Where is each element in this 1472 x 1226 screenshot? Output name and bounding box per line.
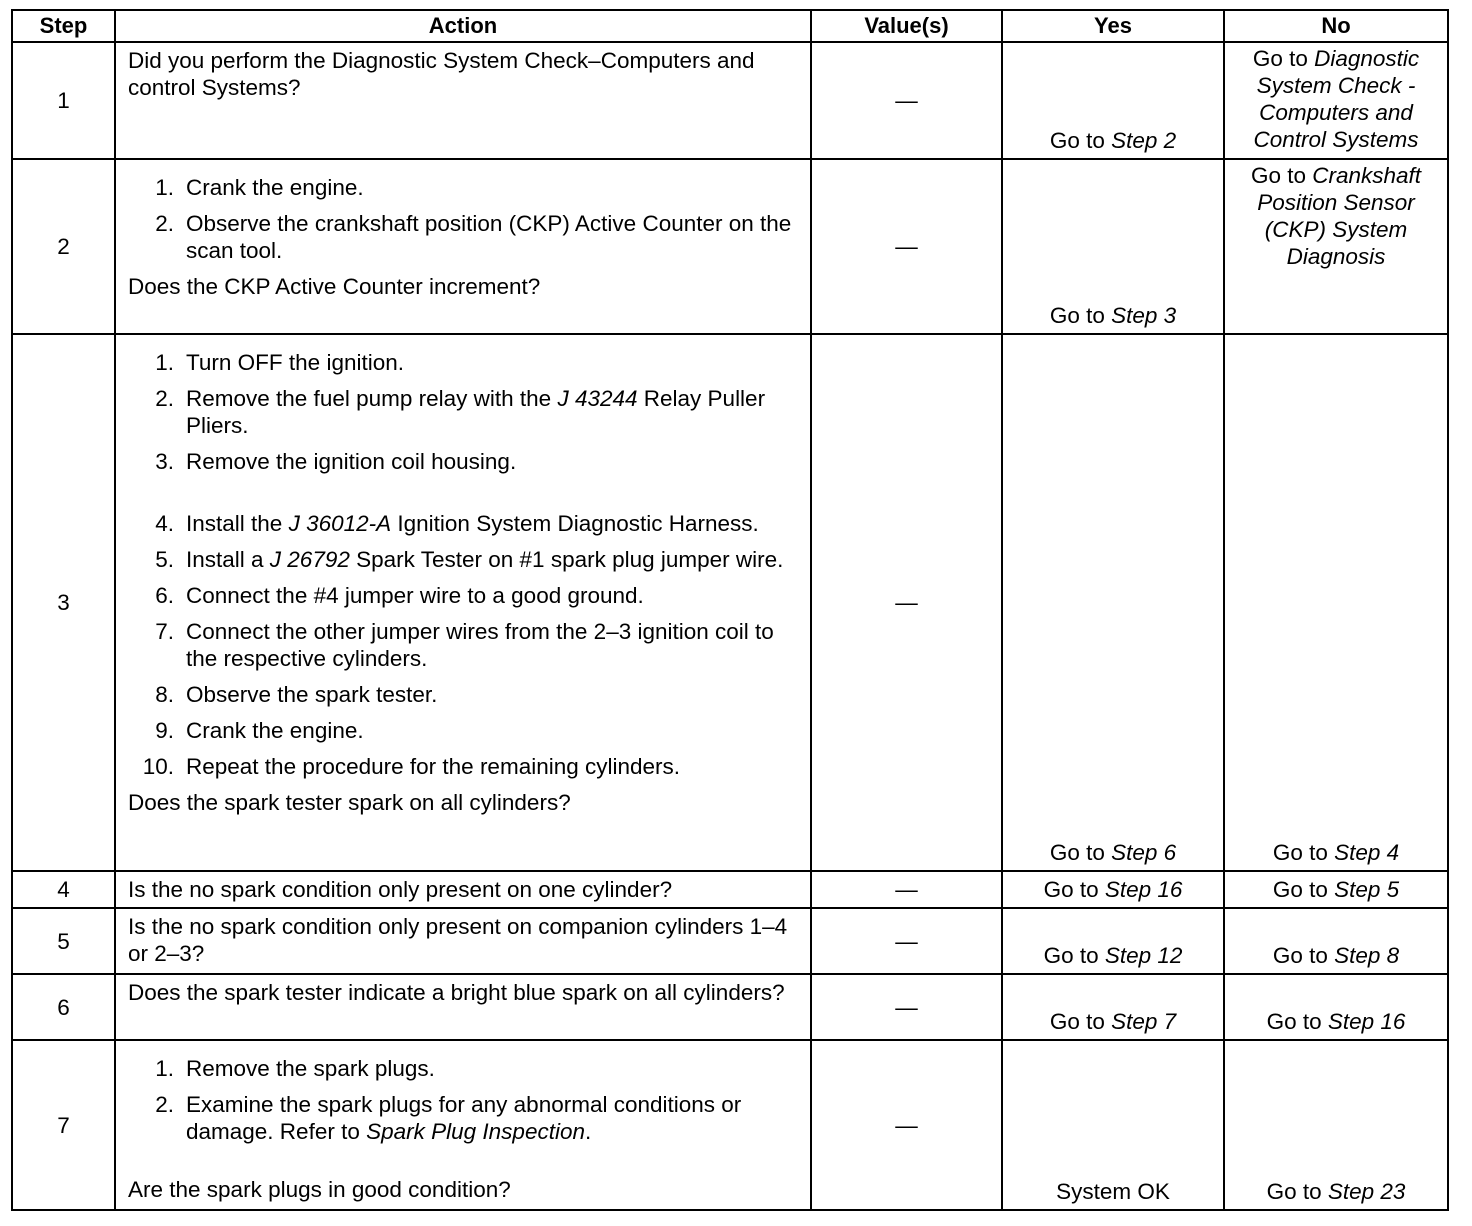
table-row-step-5 <box>12 908 1448 974</box>
item-text: Observe the spark tester. <box>186 682 438 707</box>
tool-reference: J 36012-A <box>288 511 392 536</box>
action-cell <box>115 974 811 1040</box>
procedure-item <box>128 681 800 708</box>
table-row-step-2 <box>12 159 1448 334</box>
item-text: Repeat the procedure for the remaining cylinders. <box>186 754 681 779</box>
table-row-step-4 <box>12 871 1448 908</box>
header-action: Action <box>115 10 811 42</box>
yes-cell <box>1002 974 1224 1040</box>
go-to-label: Go to <box>1252 46 1315 71</box>
procedure-item <box>128 753 800 780</box>
item-number: 1. <box>155 175 174 200</box>
procedure-item <box>128 448 800 475</box>
item-text: Observe the crankshaft position (CKP) Active Counter on the scan tool. <box>186 211 792 263</box>
action-question: Is the no spark condition only present on one cylinder? <box>128 877 673 902</box>
value-cell: — <box>811 871 1002 908</box>
yes-cell <box>1002 159 1224 334</box>
item-text-part: Examine the spark plugs for any abnormal conditions or damage. Refer to <box>186 1092 742 1144</box>
item-number: 10. <box>142 754 174 779</box>
item-text-part: Spark Tester on #1 spark plug jumper wire. <box>349 547 784 572</box>
yes-link[interactable]: Step 2 <box>1111 128 1177 153</box>
item-text: Remove the spark plugs. <box>186 1056 435 1081</box>
item-text-part: Remove the fuel pump relay with the <box>186 386 558 411</box>
action-cell <box>115 1040 811 1210</box>
header-step: Step <box>12 10 115 42</box>
tool-reference: J 43244 <box>557 386 638 411</box>
go-to-label: Go to <box>1272 877 1335 902</box>
item-text <box>186 385 800 439</box>
item-number: 8. <box>155 682 174 707</box>
yes-link[interactable]: Step 6 <box>1111 840 1177 865</box>
no-link[interactable]: Crankshaft Position Sensor (CKP) System Diagnosis <box>1257 163 1422 269</box>
step-number: 6 <box>12 974 115 1040</box>
step-number: 1 <box>12 42 115 159</box>
no-cell <box>1224 159 1448 334</box>
action-cell <box>115 42 811 159</box>
go-to-label: Go to <box>1043 877 1105 902</box>
reference-link[interactable]: Spark Plug Inspection <box>366 1119 585 1144</box>
item-text: Remove the ignition coil housing. <box>186 449 517 474</box>
item-text-part: Install the <box>186 511 289 536</box>
action-cell <box>115 908 811 974</box>
yes-cell: System OK <box>1002 1040 1224 1210</box>
item-number: 2. <box>155 211 174 236</box>
yes-cell <box>1002 908 1224 974</box>
diagnostic-table <box>11 9 1449 1211</box>
no-cell <box>1224 334 1448 871</box>
value-cell: — <box>811 42 1002 159</box>
item-text: Crank the engine. <box>186 718 364 743</box>
item-text-part: . <box>585 1119 592 1144</box>
yes-cell <box>1002 871 1224 908</box>
item-number: 7. <box>155 619 174 644</box>
item-text <box>186 1091 800 1145</box>
item-number: 5. <box>155 547 174 572</box>
no-link[interactable]: Diagnostic System Check - Computers and Control Systems <box>1253 46 1420 152</box>
step-number: 3 <box>12 334 115 871</box>
procedure-item <box>128 582 800 609</box>
go-to-label: Go to <box>1272 943 1335 968</box>
no-cell <box>1224 871 1448 908</box>
procedure-item <box>128 210 800 264</box>
item-number: 1. <box>155 1056 174 1081</box>
item-number: 2. <box>155 1092 174 1117</box>
list-spacer <box>128 1154 800 1176</box>
item-text <box>186 510 800 537</box>
yes-cell <box>1002 334 1224 871</box>
item-text: Crank the engine. <box>186 175 364 200</box>
step-number: 7 <box>12 1040 115 1210</box>
go-to-label: Go to <box>1250 163 1313 188</box>
list-spacer <box>128 484 800 510</box>
no-cell <box>1224 908 1448 974</box>
go-to-label: Go to <box>1272 840 1335 865</box>
procedure-list <box>128 349 800 780</box>
go-to-label: Go to <box>1266 1179 1328 1204</box>
item-text-part: Relay Puller Pliers. <box>186 386 766 438</box>
item-number: 6. <box>155 583 174 608</box>
item-text: Turn OFF the ignition. <box>186 350 405 375</box>
yes-link[interactable]: Step 16 <box>1104 877 1183 902</box>
action-question: Does the spark tester spark on all cylinders? <box>128 790 571 815</box>
procedure-item <box>128 174 800 201</box>
action-cell <box>115 871 811 908</box>
no-link[interactable]: Step 16 <box>1327 1009 1406 1034</box>
procedure-list <box>128 174 800 264</box>
item-text: Connect the other jumper wires from the 2–3 ignition coil to the respective cylinders. <box>186 619 774 671</box>
item-text <box>186 546 800 573</box>
action-question: Are the spark plugs in good condition? <box>128 1177 511 1202</box>
table-row-step-7 <box>12 1040 1448 1210</box>
item-number: 9. <box>155 718 174 743</box>
action-question: Does the CKP Active Counter increment? <box>128 274 541 299</box>
action-question: Is the no spark condition only present on companion cylinders 1–4 or 2–3? <box>128 914 788 966</box>
tool-reference: J 26792 <box>269 547 350 572</box>
go-to-label: Go to <box>1049 128 1112 153</box>
no-link[interactable]: Step 23 <box>1327 1179 1406 1204</box>
action-question: Does the spark tester indicate a bright blue spark on all cylinders? <box>128 980 785 1005</box>
item-number: 4. <box>155 511 174 536</box>
procedure-item <box>128 510 800 537</box>
header-row <box>12 10 1448 42</box>
item-text-part: Install a <box>186 547 270 572</box>
yes-link[interactable]: Step 7 <box>1111 1009 1177 1034</box>
go-to-label: Go to <box>1049 1009 1112 1034</box>
go-to-label: Go to <box>1049 840 1112 865</box>
no-cell <box>1224 42 1448 159</box>
table-row-step-3 <box>12 334 1448 871</box>
header-values: Value(s) <box>811 10 1002 42</box>
step-number: 5 <box>12 908 115 974</box>
yes-link[interactable]: Step 3 <box>1111 303 1177 328</box>
no-link[interactable]: Step 4 <box>1334 840 1400 865</box>
action-cell <box>115 159 811 334</box>
item-number: 2. <box>155 386 174 411</box>
yes-cell <box>1002 42 1224 159</box>
action-question: Did you perform the Diagnostic System Check–Computers and control Systems? <box>128 48 755 100</box>
value-cell: — <box>811 908 1002 974</box>
header-yes: Yes <box>1002 10 1224 42</box>
go-to-label: Go to <box>1043 943 1105 968</box>
action-cell <box>115 334 811 871</box>
table-row-step-1 <box>12 42 1448 159</box>
item-number: 1. <box>155 350 174 375</box>
no-cell <box>1224 974 1448 1040</box>
no-link[interactable]: Step 8 <box>1334 943 1400 968</box>
item-text-part: Ignition System Diagnostic Harness. <box>391 511 759 536</box>
procedure-item <box>128 717 800 744</box>
yes-link[interactable]: Step 12 <box>1104 943 1183 968</box>
procedure-item <box>128 1055 800 1082</box>
procedure-item <box>128 546 800 573</box>
value-cell: — <box>811 334 1002 871</box>
value-cell: — <box>811 1040 1002 1210</box>
no-link[interactable]: Step 5 <box>1334 877 1400 902</box>
step-number: 2 <box>12 159 115 334</box>
value-cell: — <box>811 974 1002 1040</box>
item-text: Connect the #4 jumper wire to a good ground. <box>186 583 644 608</box>
procedure-list <box>128 1055 800 1145</box>
procedure-item <box>128 1091 800 1145</box>
procedure-item <box>128 385 800 439</box>
go-to-label: Go to <box>1049 303 1112 328</box>
procedure-item <box>128 618 800 672</box>
item-number: 3. <box>155 449 174 474</box>
go-to-label: Go to <box>1266 1009 1328 1034</box>
header-no: No <box>1224 10 1448 42</box>
step-number: 4 <box>12 871 115 908</box>
no-cell <box>1224 1040 1448 1210</box>
table-row-step-6 <box>12 974 1448 1040</box>
value-cell: — <box>811 159 1002 334</box>
procedure-item <box>128 349 800 376</box>
